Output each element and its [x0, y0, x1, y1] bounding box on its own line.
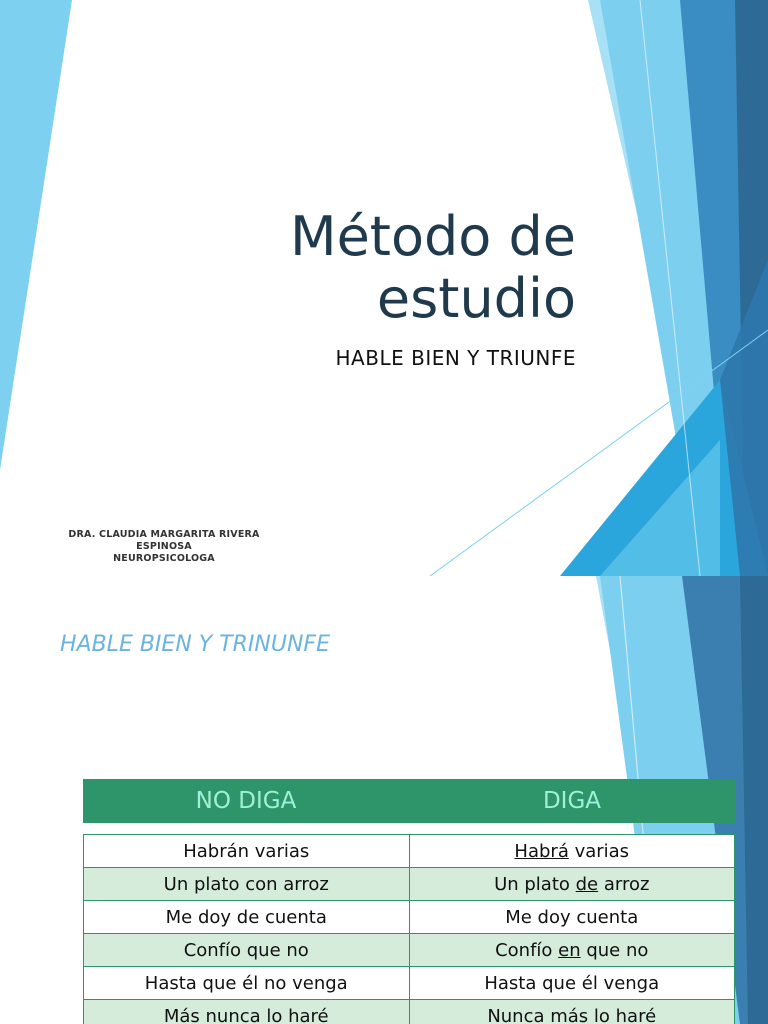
table-row — [84, 967, 735, 1000]
cell-diga-underlined: de — [575, 873, 599, 895]
slide2-title: HABLE BIEN Y TRINUNFE — [60, 632, 330, 657]
cell-diga-pre: Un plato — [494, 873, 576, 895]
table-row — [84, 934, 735, 967]
cell-diga — [409, 967, 735, 1000]
cell-diga-post: que no — [580, 939, 649, 961]
cell-diga-pre: Confío — [495, 939, 559, 961]
author-profession: NEUROPSICOLOGA — [113, 553, 215, 564]
title-line-1: Método de — [289, 205, 576, 268]
cell-diga — [409, 1000, 735, 1024]
slide-title — [290, 206, 576, 330]
cell-diga — [409, 868, 735, 901]
title-line-2: estudio — [376, 267, 576, 330]
cell-diga — [409, 835, 735, 868]
cell-diga-pre: Nunca más lo haré — [487, 1005, 657, 1024]
cell-diga-post: varias — [568, 840, 630, 862]
cell-no-diga: Me doy de cuenta — [84, 901, 410, 934]
cell-diga-underlined: Habrá — [514, 840, 569, 862]
table-row — [84, 868, 735, 901]
cell-no-diga: Hasta que él no venga — [84, 967, 410, 1000]
author-block — [40, 529, 288, 565]
cell-diga-underlined: en — [558, 939, 581, 961]
cell-no-diga: Confío que no — [84, 934, 410, 967]
table-row — [84, 835, 735, 868]
cell-no-diga: Más nunca lo haré — [84, 1000, 410, 1024]
author-name: DRA. CLAUDIA MARGARITA RIVERA ESPINOSA — [68, 529, 260, 552]
cell-diga-pre: Me doy cuenta — [505, 906, 639, 928]
cell-diga — [409, 901, 735, 934]
slide-subtitle: HABLE BIEN Y TRIUNFE — [335, 346, 576, 370]
cell-no-diga: Habrán varias — [84, 835, 410, 868]
header-diga: DIGA — [542, 788, 602, 814]
table-header — [83, 779, 735, 823]
cell-diga-post: arroz — [598, 873, 650, 895]
cell-diga-pre: Hasta que él venga — [484, 972, 660, 994]
table-slide — [0, 576, 768, 1024]
header-no-diga: NO DIGA — [195, 788, 297, 814]
cell-diga — [409, 934, 735, 967]
cell-no-diga: Un plato con arroz — [84, 868, 410, 901]
table-row — [84, 1000, 735, 1024]
phrases-table — [83, 834, 735, 1024]
table-row — [84, 901, 735, 934]
